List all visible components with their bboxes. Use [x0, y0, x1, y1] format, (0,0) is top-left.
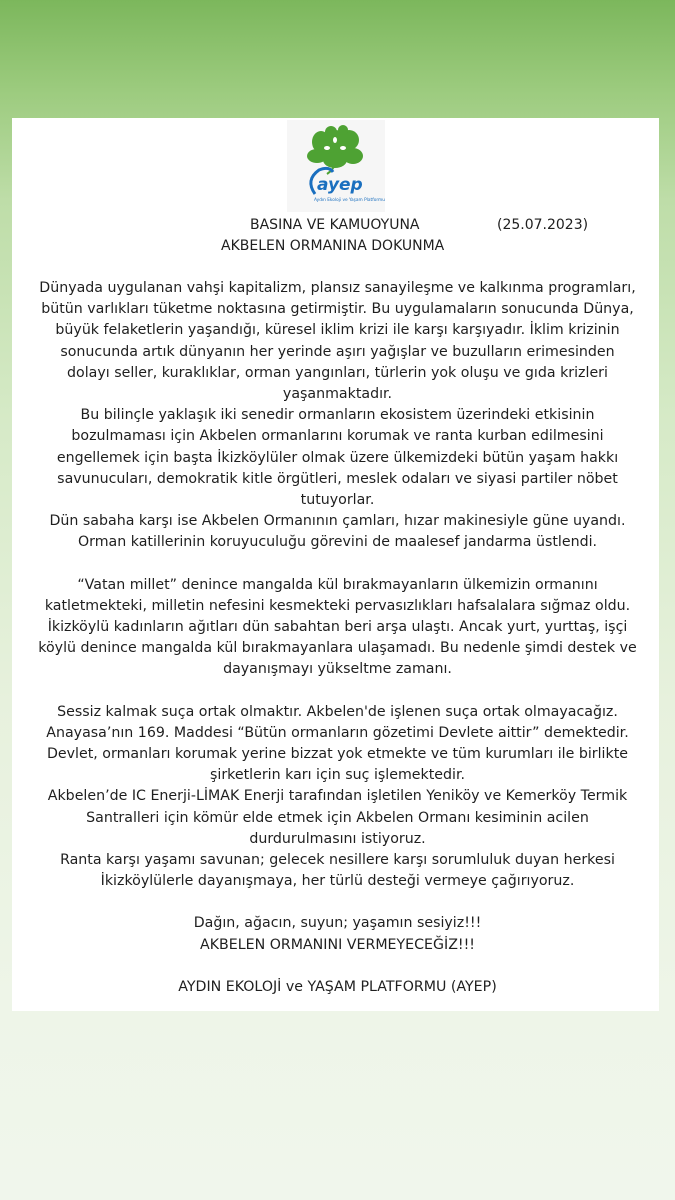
paragraph-vigil: Bu bilinçle yaklaşık iki senedir ormanların ekosistem üzerindeki etkisinin bozulmaması için Akbelen ormanlarını korumak ve ranta kurban edilmesini engellemek için başta İkizköylüler olmak üzere ülkemizdeki bütün yaşam hakkı savunucuları, demokratik kitle örgütleri, meslek odaları ve siyasi partiler nöbet tutuyorlar.	[56, 407, 619, 509]
logo-subtitle: Aydın Ekoloji ve Yaşam Platformu	[314, 198, 385, 203]
logo-wordmark: ayep	[317, 175, 363, 195]
fig-leaf-icon	[287, 120, 385, 212]
ayep-logo	[287, 120, 385, 212]
paragraph-call: Ranta karşı yaşamı savunan; gelecek nesillere karşı sorumluluk duyan herkesi İkizköylülerle dayanışmaya, her türlü desteği vermeye çağırıyoruz.	[60, 852, 615, 890]
release-date: (25.07.2023)	[497, 217, 589, 233]
slogan: Dağın, ağacın, suyun; yaşamın sesiyiz!!! AKBELEN ORMANINI VERMEYECEĞİZ!!!	[193, 915, 482, 953]
heading-title: BASINA VE KAMUOYUNA	[250, 217, 420, 233]
release-body	[24, 278, 651, 998]
heading-subtitle: AKBELEN ORMANINA DOKUNMA	[221, 238, 445, 254]
paragraph-constitution: Sessiz kalmak suça ortak olmaktır. Akbelen'de işlenen suça ortak olmayacağız. Anayasa’nın 169. Maddesi “Bütün ormanların gözetimi Devlete aittir” demektedir. Devlet, ormanları korumak yerine bizzat yok etmekte ve tüm kurumları ile birlikte şirketlerin karı için suç işlemektedir.	[46, 703, 629, 784]
signature: AYDIN EKOLOJİ ve YAŞAM PLATFORMU (AYEP)	[178, 978, 497, 995]
paragraph-intro: Dünyada uygulanan vahşi kapitalizm, plansız sanayileşme ve kalkınma programları, bütün varlıkları tüketme noktasına getirmiştir. Bu uygulamaların sonucunda Dünya, büyük felaketlerin yaşandığı, küresel iklim krizi ile karşı karşıyadır. İklim krizinin sonucunda artık dünyanın her yerinde aşırı yağışlar ve buzulların erimesinden dolayı seller, kuraklıklar, orman yangınları, türlerin yok oluşu ve gıda krizleri yaşanmaktadır.	[39, 280, 636, 403]
paragraph-cutting: Dün sabaha karşı ise Akbelen Ormanının çamları, hızar makinesiyle güne uyandı. Orman katillerinin koruyuculuğu görevini de maalesef jandarma üstlendi.	[49, 513, 626, 551]
paragraph-solidarity: “Vatan millet” denince mangalda kül bırakmayanların ülkemizin ormanını katletmekteki, milletin nefesini kesmekteki pervasızlıkları hafsalalara sığmaz oldu. İkizköylü kadınların ağıtları dün sabahtan beri arşa ulaştı. Ancak yurt, yurttaş, işçi köylü denince mangalda kül bırakmayanlara ulaşamadı. Bu nedenle şimdi destek ve dayanışmayı yükseltme zamanı.	[38, 576, 637, 678]
paragraph-demand: Akbelen’de IC Enerji-LİMAK Enerji tarafından işletilen Yeniköy ve Kemerköy Termik Santralleri için kömür elde etmek için Akbelen Ormanı kesiminin acilen durdurulmasını istiyoruz.	[47, 788, 628, 847]
